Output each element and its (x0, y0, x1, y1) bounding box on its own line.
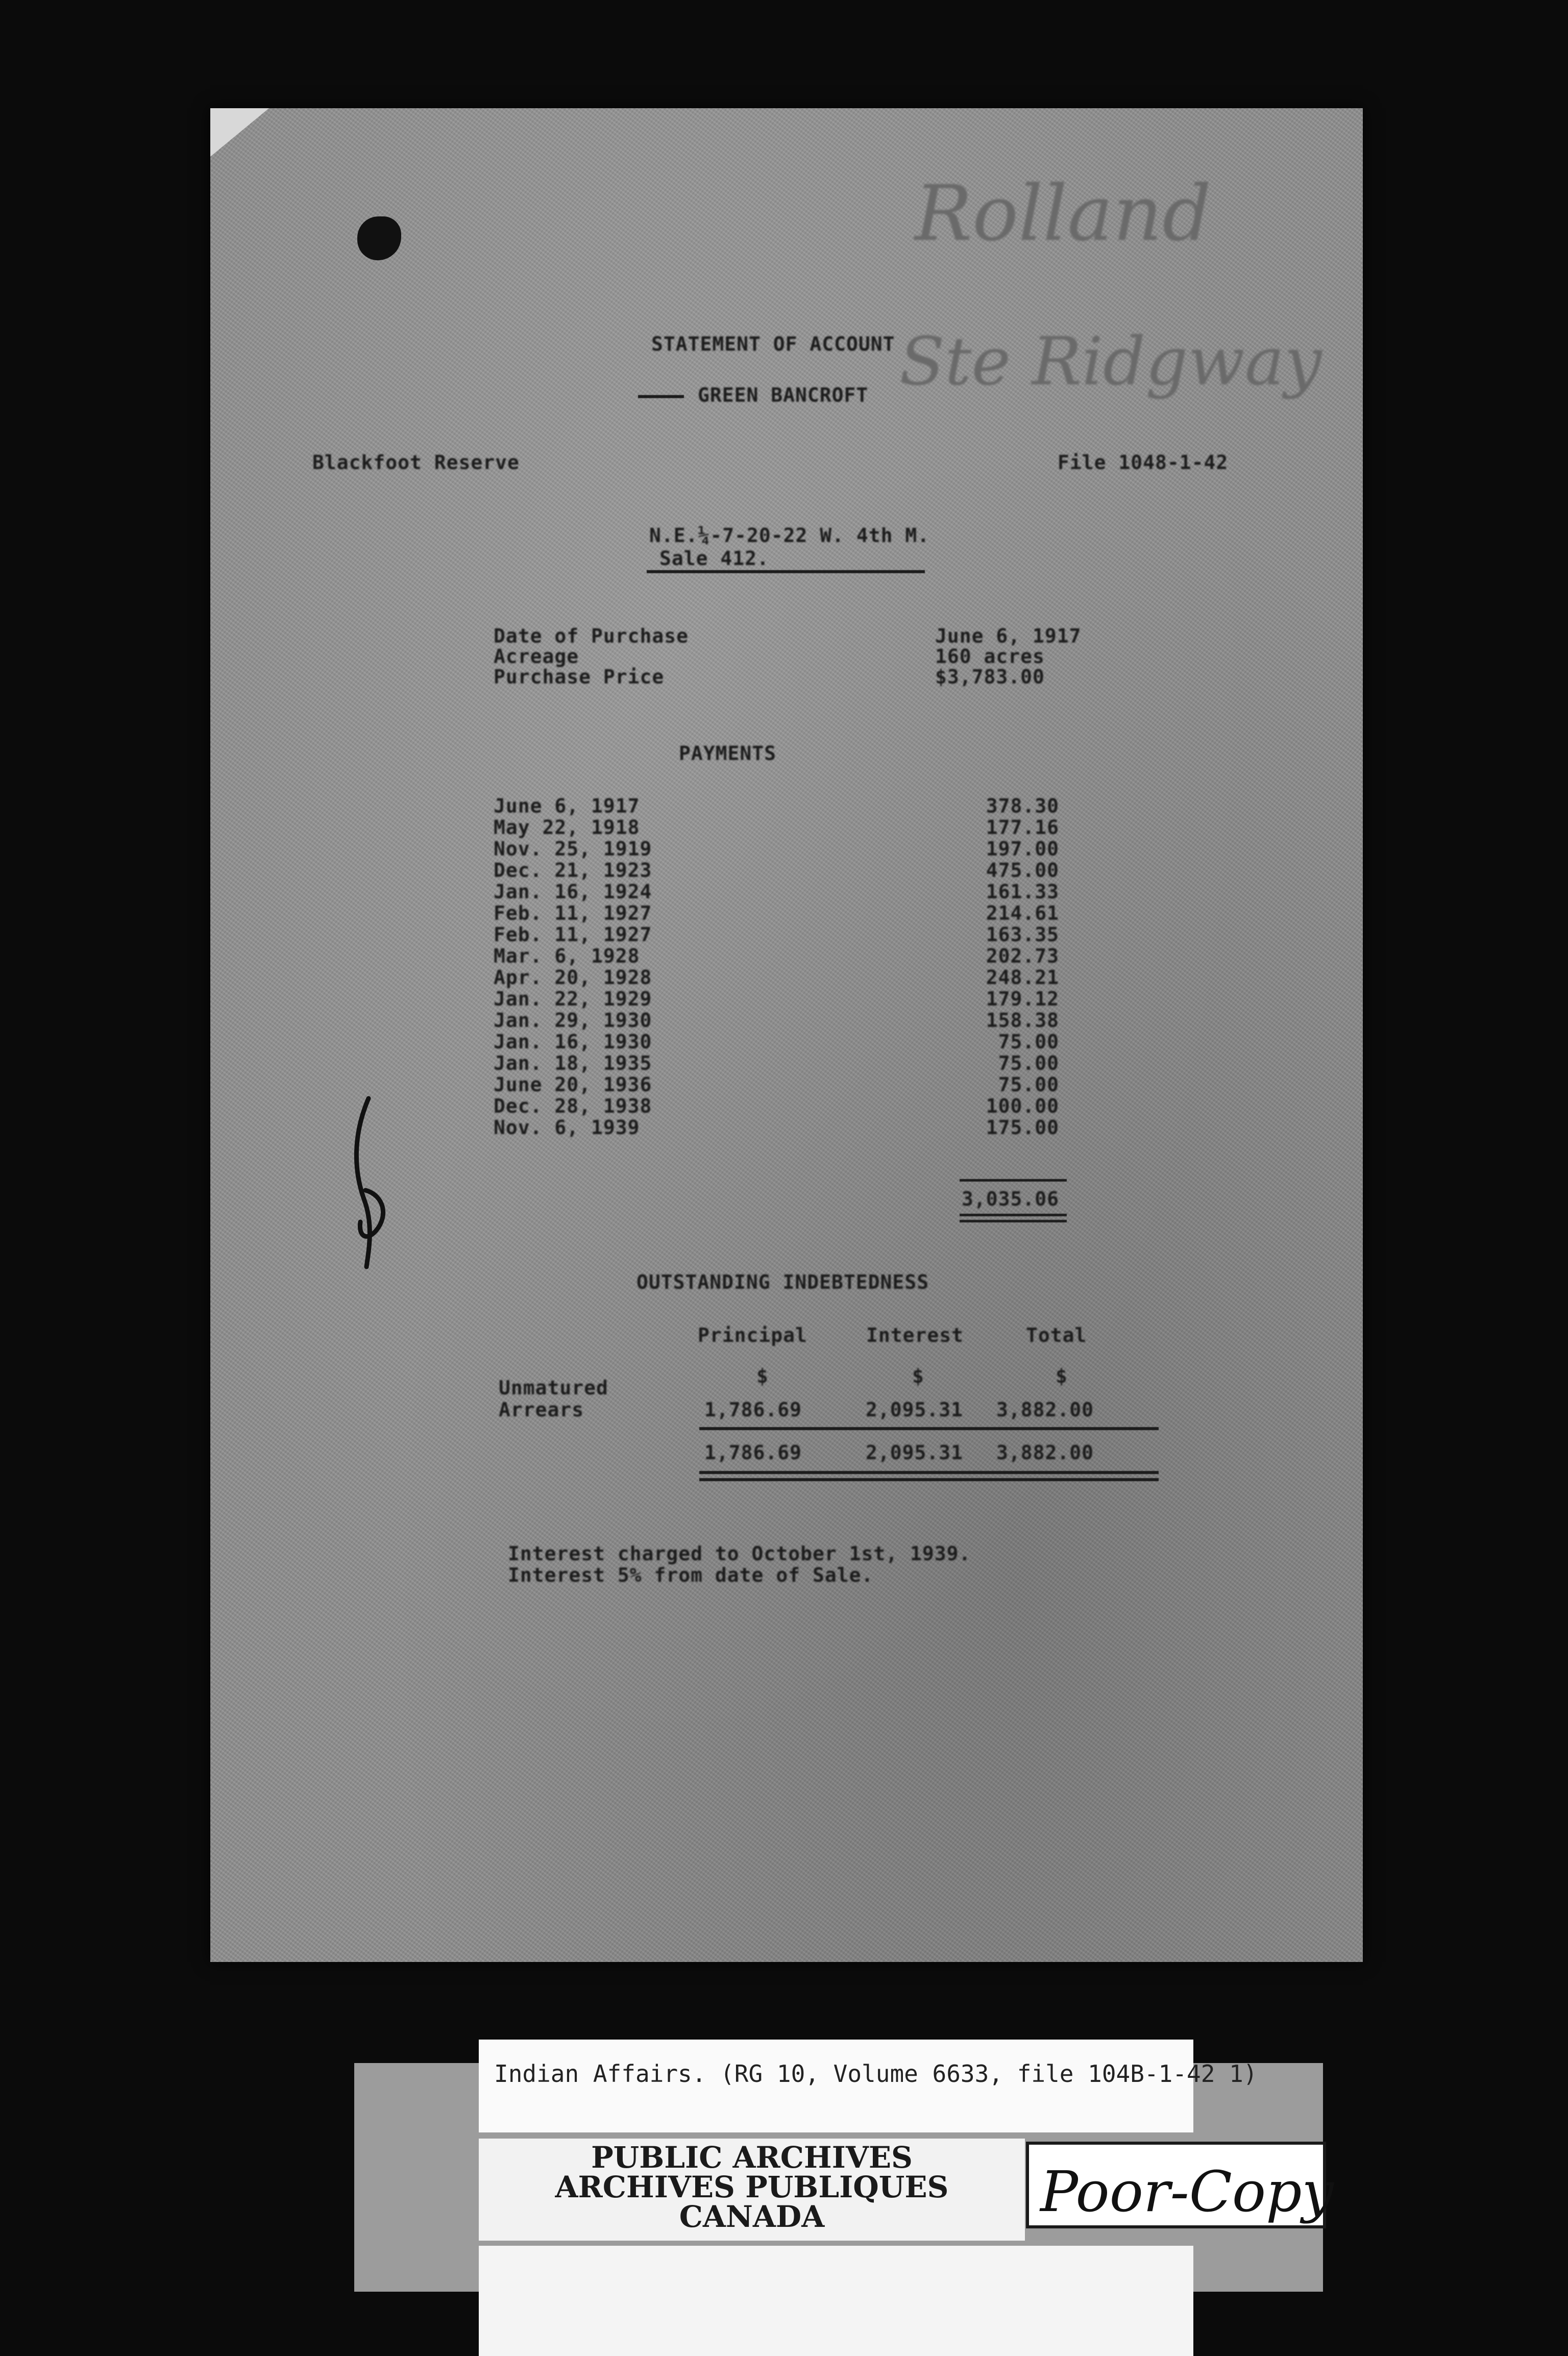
currency-total: $ (1056, 1365, 1068, 1387)
payment-amount: 75.00 (998, 1073, 1059, 1096)
acreage-value: 160 acres (935, 645, 1045, 668)
payment-amount: 179.12 (986, 988, 1059, 1010)
payment-amount: 163.35 (986, 923, 1059, 946)
file-reference: File 1048-1-42 (1058, 451, 1229, 474)
payment-row (210, 1030, 1363, 1053)
handwritten-initial-mark (333, 1088, 404, 1272)
row-label-unmatured: Unmatured (499, 1377, 608, 1399)
heading-statement: STATEMENT OF ACCOUNT (651, 333, 895, 355)
land-description: N.E.¼-7-20-22 W. 4th M. (649, 524, 930, 547)
purchase-price-label: Purchase Price (494, 666, 665, 688)
payment-date: Apr. 20, 1928 (494, 966, 652, 989)
document-sheet (210, 108, 1363, 1962)
reserve-name: Blackfoot Reserve (312, 451, 520, 474)
payment-date: May 22, 1918 (494, 816, 640, 839)
payment-date: Nov. 6, 1939 (494, 1116, 640, 1139)
purchase-date-label: Date of Purchase (494, 625, 689, 647)
payment-row (210, 923, 1363, 946)
acreage-label: Acreage (494, 645, 579, 668)
note-interest-rate: Interest 5% from date of Sale. (508, 1564, 874, 1586)
handwritten-note-second: Ste Ridgway (899, 323, 1322, 400)
archive-reference-text: Indian Affairs. (RG 10, Volume 6633, file 104B-1-42 1) (494, 2060, 1258, 2088)
payment-amount: 161.33 (986, 880, 1059, 903)
handwritten-note-top: Rolland (915, 169, 1212, 258)
note-interest-charged: Interest charged to October 1st, 1939. (508, 1542, 971, 1565)
payment-amount: 475.00 (986, 859, 1059, 881)
payment-amount: 248.21 (986, 966, 1059, 989)
row-label-arrears: Arrears (499, 1398, 584, 1421)
col-total: Total (1026, 1324, 1087, 1346)
row-principal: 1,786.69 (704, 1398, 802, 1421)
payments-heading: PAYMENTS (679, 742, 777, 765)
payment-row (210, 1052, 1363, 1074)
archive-line-english: PUBLIC ARCHIVES (591, 2140, 913, 2175)
payment-date: Jan. 16, 1930 (494, 1030, 652, 1053)
payment-date: June 20, 1936 (494, 1073, 652, 1096)
payments-total: 3,035.06 (961, 1188, 1059, 1210)
payment-amount: 378.30 (986, 795, 1059, 817)
archive-reference-label (479, 2040, 1258, 2132)
sale-number: Sale 412. (659, 547, 769, 570)
payment-row (210, 1009, 1363, 1032)
total-principal: 1,786.69 (704, 1441, 802, 1464)
payment-amount: 202.73 (986, 945, 1059, 967)
purchase-date-value: June 6, 1917 (935, 625, 1082, 647)
col-interest: Interest (866, 1324, 964, 1346)
payment-date: Jan. 16, 1924 (494, 880, 652, 903)
payments-rule-bottom-1 (960, 1214, 1067, 1216)
payment-amount: 197.00 (986, 838, 1059, 860)
payment-row (210, 880, 1363, 903)
currency-principal: $ (756, 1365, 769, 1387)
indebtedness-rule-bottom-2 (699, 1478, 1159, 1481)
archive-line-country: CANADA (679, 2199, 825, 2234)
purchase-price-value: $3,783.00 (935, 666, 1045, 688)
payment-date: Jan. 29, 1930 (494, 1009, 652, 1032)
payment-row (210, 945, 1363, 967)
payment-date: Nov. 25, 1919 (494, 838, 652, 860)
payment-row (210, 795, 1363, 817)
col-principal: Principal (698, 1324, 807, 1346)
row-interest: 2,095.31 (866, 1398, 964, 1421)
indebtedness-rule-bottom-1 (699, 1471, 1159, 1474)
land-underline (647, 570, 925, 573)
payment-row (210, 902, 1363, 924)
payment-row (210, 966, 1363, 989)
payment-amount: 75.00 (998, 1052, 1059, 1074)
payment-date: Dec. 28, 1938 (494, 1095, 652, 1117)
payment-amount: 214.61 (986, 902, 1059, 924)
heading-name: GREEN BANCROFT (698, 384, 869, 406)
folded-corner (210, 108, 269, 157)
archive-bottom-card (479, 2246, 1193, 2356)
payment-amount: 177.16 (986, 816, 1059, 839)
punch-hole (357, 216, 401, 260)
archive-line-french: ARCHIVES PUBLIQUES (555, 2170, 949, 2204)
payment-amount: 75.00 (998, 1030, 1059, 1053)
payment-date: Feb. 11, 1927 (494, 923, 652, 946)
indebtedness-rule-mid (699, 1427, 1159, 1430)
outstanding-heading: OUTSTANDING INDEBTEDNESS (636, 1271, 929, 1293)
currency-interest: $ (912, 1365, 924, 1387)
payment-row (210, 816, 1363, 839)
row-total: 3,882.00 (996, 1398, 1094, 1421)
payment-date: Jan. 18, 1935 (494, 1052, 652, 1074)
payment-amount: 158.38 (986, 1009, 1059, 1032)
total-total: 3,882.00 (996, 1441, 1094, 1464)
payment-date: Mar. 6, 1928 (494, 945, 640, 967)
payment-date: Dec. 21, 1923 (494, 859, 652, 881)
payment-date: Jan. 22, 1929 (494, 988, 652, 1010)
archive-name-label (479, 2139, 1025, 2241)
payment-amount: 100.00 (986, 1095, 1059, 1117)
payments-rule-top (960, 1179, 1067, 1182)
payment-date: Feb. 11, 1927 (494, 902, 652, 924)
poor-copy-text: Poor-Copy (1040, 2159, 1334, 2224)
payment-row (210, 859, 1363, 881)
payment-row (210, 988, 1363, 1010)
payment-row (210, 838, 1363, 860)
poor-copy-stamp (1026, 2142, 1334, 2228)
payment-date: June 6, 1917 (494, 795, 640, 817)
total-interest: 2,095.31 (866, 1441, 964, 1464)
payments-rule-bottom-2 (960, 1220, 1067, 1222)
heading-dash (638, 395, 684, 398)
payment-amount: 175.00 (986, 1116, 1059, 1139)
